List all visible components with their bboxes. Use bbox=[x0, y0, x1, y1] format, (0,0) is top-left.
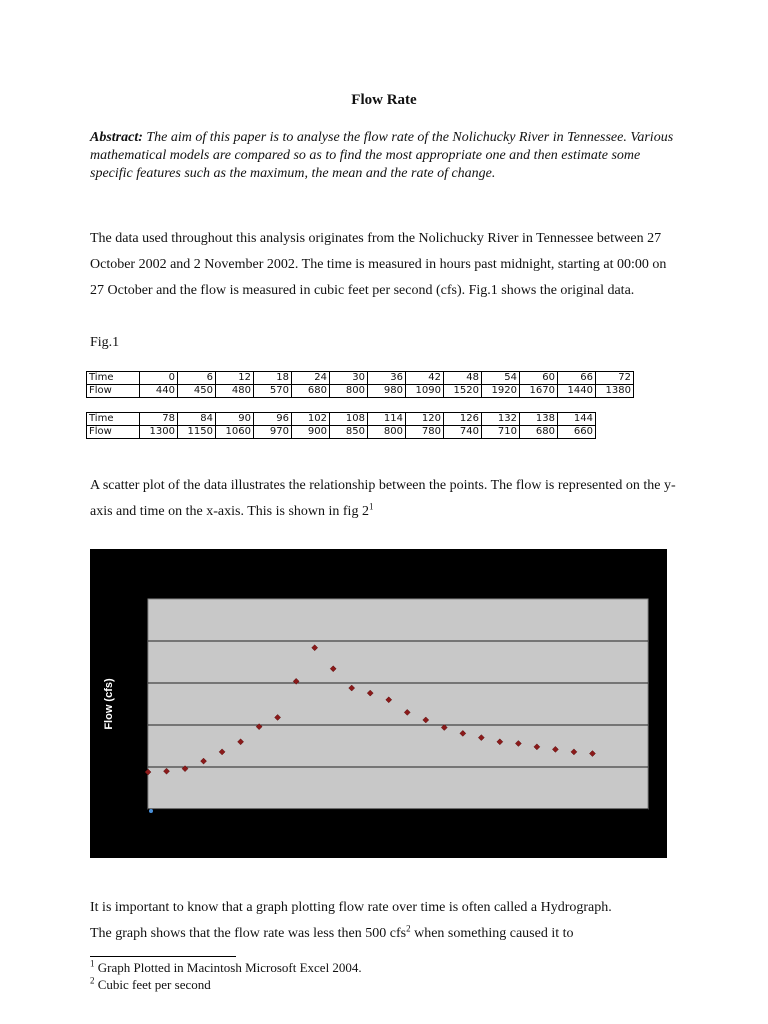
table-cell: 710 bbox=[482, 426, 520, 439]
table-cell: 54 bbox=[482, 372, 520, 385]
table-row bbox=[87, 372, 634, 385]
table-cell: 78 bbox=[140, 413, 178, 426]
footnote-number: 2 bbox=[90, 975, 95, 986]
table-cell: 780 bbox=[406, 426, 444, 439]
table-cell: 108 bbox=[330, 413, 368, 426]
footnote-ref: 2 bbox=[406, 923, 411, 934]
paragraph-data-source: The data used throughout this analysis originates from the Nolichucky River in Tennessee between 27 October 2002 and 2 November 2002. The time is measured in hours past midnight, starting at 00:00 on 27 October and the flow is measured in cubic feet per second (cfs). Fig.1 shows the original data. bbox=[90, 231, 667, 298]
table-cell: 1520 bbox=[444, 385, 482, 398]
table-cell: 24 bbox=[292, 372, 330, 385]
paragraph-line bbox=[90, 921, 680, 947]
table-cell: 84 bbox=[178, 413, 216, 426]
plot-area bbox=[148, 599, 648, 809]
footnote-ref: 1 bbox=[368, 501, 374, 512]
table-cell: 72 bbox=[596, 372, 634, 385]
table-cell: 60 bbox=[520, 372, 558, 385]
y-axis-label: Flow (cfs) bbox=[103, 678, 115, 730]
table-cell: 102 bbox=[292, 413, 330, 426]
table-cell: 1060 bbox=[216, 426, 254, 439]
table-header-time: Time bbox=[87, 372, 140, 385]
table-cell: 18 bbox=[254, 372, 292, 385]
table-cell: 570 bbox=[254, 385, 292, 398]
table-cell: 900 bbox=[292, 426, 330, 439]
table-cell: 0 bbox=[140, 372, 178, 385]
table-cell: 12 bbox=[216, 372, 254, 385]
paragraph-scatter-intro bbox=[90, 473, 680, 525]
fig1-label: Fig.1 bbox=[90, 335, 120, 350]
table-cell: 800 bbox=[330, 385, 368, 398]
table-row bbox=[87, 426, 596, 439]
footnote-divider bbox=[90, 956, 236, 957]
axis-origin-marker bbox=[149, 809, 153, 813]
table-cell: 480 bbox=[216, 385, 254, 398]
table-cell: 850 bbox=[330, 426, 368, 439]
table-cell: 1150 bbox=[178, 426, 216, 439]
table-row bbox=[87, 413, 596, 426]
table-cell: 42 bbox=[406, 372, 444, 385]
paragraph-text: A scatter plot of the data illustrates the relationship between the points. The flow is represented on the y-axis and time on the x-axis. This is shown in fig 2 bbox=[90, 478, 676, 519]
abstract bbox=[90, 129, 680, 183]
data-table-2 bbox=[86, 412, 596, 439]
table-cell: 1380 bbox=[596, 385, 634, 398]
paragraph-hydrograph bbox=[90, 895, 680, 947]
table-cell: 680 bbox=[292, 385, 330, 398]
table-cell: 970 bbox=[254, 426, 292, 439]
flow-scatter-chart bbox=[90, 549, 667, 858]
table-cell: 660 bbox=[558, 426, 596, 439]
footnote-number: 1 bbox=[90, 958, 95, 969]
table-cell: 30 bbox=[330, 372, 368, 385]
table-cell: 36 bbox=[368, 372, 406, 385]
table-cell: 450 bbox=[178, 385, 216, 398]
table-cell: 1920 bbox=[482, 385, 520, 398]
table-cell: 96 bbox=[254, 413, 292, 426]
table-cell: 1670 bbox=[520, 385, 558, 398]
table-cell: 980 bbox=[368, 385, 406, 398]
table-cell: 138 bbox=[520, 413, 558, 426]
table-header-flow: Flow bbox=[87, 385, 140, 398]
paragraph-text: The graph shows that the flow rate was less then 500 cfs bbox=[90, 926, 407, 941]
table-cell: 144 bbox=[558, 413, 596, 426]
table-cell: 440 bbox=[140, 385, 178, 398]
abstract-text: The aim of this paper is to analyse the flow rate of the Nolichucky River in Tennessee. Various mathematical models are compared so as to find the most appropriate one and then estimate some specific features such as the maximum, the mean and the rate of change. bbox=[90, 130, 674, 181]
footnote-text: Cubic feet per second bbox=[94, 977, 211, 992]
page-title: Flow Rate bbox=[351, 92, 417, 108]
table-cell: 90 bbox=[216, 413, 254, 426]
table-cell: 800 bbox=[368, 426, 406, 439]
footnote-2 bbox=[90, 977, 211, 993]
footnote-1 bbox=[90, 960, 362, 976]
table-cell: 1300 bbox=[140, 426, 178, 439]
paragraph-line: It is important to know that a graph plotting flow rate over time is often called a Hydrograph. bbox=[90, 900, 612, 915]
table-cell: 48 bbox=[444, 372, 482, 385]
abstract-label: Abstract: bbox=[90, 130, 143, 145]
table-cell: 740 bbox=[444, 426, 482, 439]
table-cell: 1440 bbox=[558, 385, 596, 398]
chart-svg bbox=[90, 549, 667, 858]
table-cell: 1090 bbox=[406, 385, 444, 398]
data-table-1 bbox=[86, 371, 634, 398]
table-cell: 126 bbox=[444, 413, 482, 426]
table-cell: 66 bbox=[558, 372, 596, 385]
table-header-flow: Flow bbox=[87, 426, 140, 439]
table-cell: 680 bbox=[520, 426, 558, 439]
table-cell: 132 bbox=[482, 413, 520, 426]
paragraph-text: when something caused it to bbox=[410, 926, 574, 941]
table-cell: 120 bbox=[406, 413, 444, 426]
table-cell: 6 bbox=[178, 372, 216, 385]
table-cell: 114 bbox=[368, 413, 406, 426]
table-header-time: Time bbox=[87, 413, 140, 426]
table-row bbox=[87, 385, 634, 398]
footnote-text: Graph Plotted in Macintosh Microsoft Excel 2004. bbox=[94, 960, 362, 975]
